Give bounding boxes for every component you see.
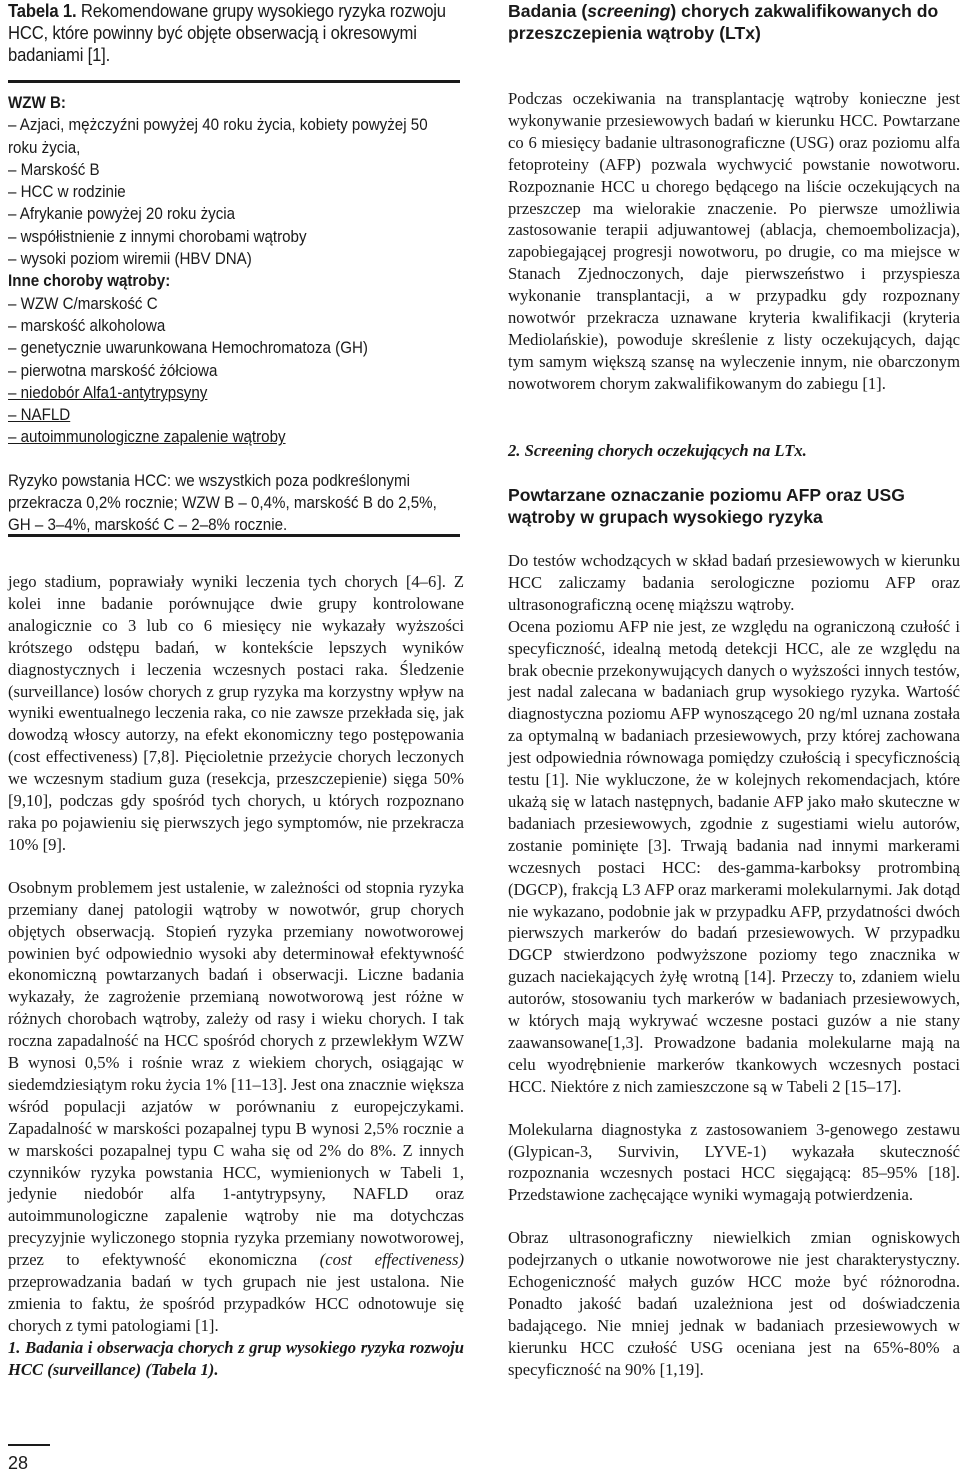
paragraph: Ocena poziomu AFP nie jest, ze względu na ograniczoną czułość i specyficzność, idealną metodą detekcji HCC, ale ze względu na brak obecnie przekonywujących danych o wyższości innych testów, jest nadal zalecana w badaniach grup wysokiego ryzyka. Wartość diagnostyczna poziomu AFP wynoszącego 20 ng/ml uznana została za optymalną w badaniach przesiewowych, przy której zachowana jest odpowiednia równowaga pomiędzy czułością i specyficznością testu [1]. Nie wykluczone, że w kolejnych rekomendacjach, które ukażą się w latach następnych, badanie AFP jako mało skuteczne w badaniach przesiewowych, zgodnie z sugestiami wielu autorów, zostanie pominięte [3]. Trwają badania nad innymi markerami wczesnych postaci HCC: des-gamma-karboksy protrombiną (DGCP), frakcją L3 AFP oraz markerami molekularnymi. Jak dotąd nie wykazano, podobnie jak w przypadku AFP, przydatności dwóch pierwszych markerów do badań przesiewowych. W przypadku DGCP stwierdzono podwyższone poziomy tego znacznika w guzach naciekających żyłę wrotną [14]. Przeczy to, zdaniem wielu autorów, stosowaniu tych markerów w badaniach przesiewowych, w których mają wykrywać wczesne postaci guzów a nie stany zaawansowane[1,3]. Prowadzone badania molekularne mają na celu wyodrębnienie markerów tkankowych wczesnych postaci HCC. Niektóre z nich zamieszczone są w Tabeli 2 [15–17]. (508, 616, 960, 1096)
list-item: – Afrykanie powyżej 20 roku życia (8, 204, 236, 224)
paragraph: jego stadium, poprawiały wyniki leczenia tych chorych [4–6]. Z kolei inne badanie porównujące dwie grupy kontrolowane analogicznie co 3 lub co 6 miesięcy nie wykazały wyższości krótszego odstępu badań, w kontekście lepszych wyników diagnostycznych i leczenia wczesnych postaci raka. Śledzenie (surveillance) losów chorych z grup ryzyka ma korzystny wpływ na wyniki ewentualnego leczenia raka, co nie zawsze przekłada się, jak dowodzą włoscy autorzy, na efekt ekonomiczny tego postępowania (cost effectiveness) [7,8]. Pięcioletnie przeżycie chorych leczonych we wczesnym stadium guza (resekcja, przeszczepienie) sięga 50% [9,10], podczas gdy spośród tych chorych, u których rozpoznano raka po pojawieniu się pierwszych jego symptomów, nie przekracza 10% [9]. (8, 572, 464, 854)
subsection-title: Powtarzane oznaczanie poziomu AFP oraz USG wątroby w grupach wysokiego ryzyka (508, 485, 905, 527)
paragraph-text: przeprowadzania badań w tych grupach nie jest ustalona. Nie zmienia to faktu, że spośród przypadków HCC odnotowuje się chorych z tymi patologiami [1]. (8, 1272, 464, 1335)
section-title (508, 0, 960, 44)
list-item-underlined: – NAFLD (8, 405, 71, 425)
list-item: – marskość alkoholowa (8, 315, 166, 335)
risk-note: Ryzyko powstania HCC: we wszystkich poza podkreślonymi przekracza 0,2% rocznie; WZW B – 0,4%, marskość B do 2,5%, GH – 3–4%, marskość C – 2–8% rocznie. (8, 470, 437, 535)
paragraph (8, 877, 464, 1337)
group-heading: WZW B: (8, 93, 66, 112)
paragraph: Obraz ultrasonograficzny niewielkich zmian ogniskowych podejrzanych o utkanie nowotworowe nie jest charakterystyczny. Echogeniczność małych guzów HCC może być różnorodna. Ponadto jakość badań uzależniona jest od doświadczenia badającego. Nie mniej jednak w badaniach przesiewowych w kierunku HCC czułość USG oceniana jest na 65%-80% a specyficzność na 90% [1,19]. (508, 1228, 960, 1379)
table-caption (8, 0, 463, 66)
list-item-underlined: – autoimmunologiczne zapalenie wątroby (8, 427, 286, 447)
list-item-underlined: – niedobór Alfa1-antytrypsyny (8, 382, 208, 402)
list-item: – genetycznie uwarunkowana Hemochromatoza (GH) (8, 338, 368, 358)
list-item: – Marskość B (8, 159, 100, 179)
left-column (8, 0, 465, 1473)
title-part: Badania ( (508, 1, 588, 21)
paragraph: Molekularna diagnostyka z zastosowaniem 3-genowego zestawu (Glypican-3, Survivin, LYVE-1) wykazała skuteczność rozpoznania wczesnych postaci HCC sięgającą: 85–95% [18]. Przedstawione zachęcające wyniki wymagają potwierdzenia. (508, 1119, 960, 1205)
paragraph-text: Osobnym problemem jest ustalenie, w zależności od stopnia ryzyka przemiany danej patologii wątroby w nowotwór, grup chorych objętych obserwacją. Stopień ryzyka przemiany nowotworowej powinien być odpowiednio wysoki aby determinował efektywność ekonomiczną powtarzanych badań i obserwacji. Liczne badania wykazały, że zagrożenie przemianą nowotworową jest różne w różnych chorobach wątroby, zależy od rasy i wieku chorych. I tak roczna zapadalność na HCC spośród chorych z przewlekłym WZW B wynosi 0,5% i rośnie wraz z wiekiem chorych, osiągając w siedemdziesiątym roku życia 1% [11–13]. Jest ona znacznie większa wśród populacji azjatów w porównaniu z europejczykami. Zapadalność w marskości pozapalnej typu B wynosi 2,5% rocznie a w marskości pozapalnej typu C waha się od 2% do 8%. Z innych czynników ryzyka powstania HCC, wymienionych w Tabeli 1, jedynie niedobór alfa 1-antytrypsyny, NAFLD oraz autoimmunologiczne zapalenie wątroby nie ma dotychczas precyzyjnie wyliczonego stopnia ryzyka przemiany nowotworowej, przez to efektywność ekonomiczna (8, 877, 465, 1270)
right-body-1 (508, 88, 960, 395)
page-rule (8, 1444, 50, 1446)
table-top-rule (8, 80, 460, 83)
list-item: – HCC w rodzinie (8, 182, 126, 202)
list-item: – WZW C/marskość C (8, 293, 158, 313)
list-item: – wysoki poziom wiremii (HBV DNA) (8, 249, 252, 269)
table-1-body (8, 92, 457, 537)
title-italic: screening (587, 1, 671, 21)
table-bottom-rule (8, 534, 460, 537)
right-body-2 (508, 550, 960, 1381)
title-part: ) chorych zakwalifikowanych do przeszczepienia wątroby (LTx) (508, 1, 939, 43)
paragraph: Do testów wchodzących w skład badań przesiewowych w kierunku HCC zaliczamy badania serologiczne poziomu AFP oraz ultrasonograficzną ocenę miąższu wątroby. (508, 551, 960, 614)
list-item: – Azjaci, mężczyźni powyżej 40 roku życia, kobiety powyżej 50 roku życia, (8, 115, 428, 157)
table-label: Tabela 1. (8, 0, 77, 21)
section-heading: 2. Screening chorych oczekujących na LTx. (508, 441, 807, 460)
list-item: – pierwotna marskość żółciowa (8, 360, 218, 380)
list-item: – współistnienie z innymi chorobami wątroby (8, 226, 307, 246)
section-heading: 1. Badania i obserwacja chorych z grup wysokiego ryzyka rozwoju HCC (surveillance) (Tabela 1). (8, 1337, 464, 1379)
group-heading: Inne choroby wątroby: (8, 271, 171, 291)
paragraph: Podczas oczekiwania na transplantację wątroby konieczne jest wykonywanie przesiewowych badań w kierunku HCC. Powtarzane co 6 miesięcy badanie ultrasonograficzne (USG) oraz poziomu alfa fetoproteiny (AFP) pozwala wychwycić powstanie nowotworu. Rozpoznanie HCC u chorego będącego na liście oczekujących na przeszczep ma wielorakie znaczenie. Po pierwsze umożliwia zastosowanie terapii adjuwantowej (ablacja, chemoembolizacja), zapobiegającej progresji nowotworu, po drugie, co ma miejsce w Stanach Zjednoczonych, daje pierwszeństwo i przyspiesza wykonanie transplantacji, a w przypadku gdy rozpoznany nowotwór przekracza uznawane kryteria kwalifikacji (kryteria Mediolańskie), powoduje skreślenie z listy oczekujących, dając tym samym większą szansę na wyleczenie innym, nie obarczonym nowotworem chorym zakwalifikowanym do zabiegu [1]. (508, 89, 960, 393)
left-body-text (8, 571, 464, 1381)
page-number: 28 (8, 1453, 29, 1473)
paragraph-italic: (cost effectiveness) (319, 1250, 464, 1270)
table-caption-text: Rekomendowane grupy wysokiego ryzyka rozwoju HCC, które powinny być objęte obserwacją i okresowymi badaniami [1]. (8, 0, 446, 65)
